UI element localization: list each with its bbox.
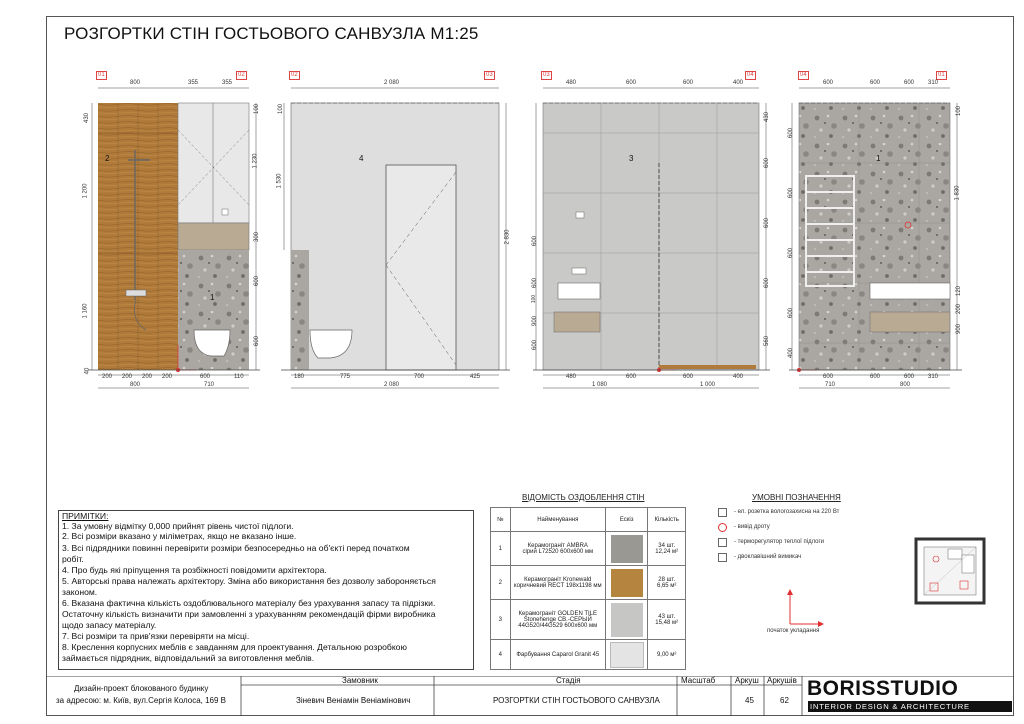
dim-label: 600 bbox=[200, 374, 211, 380]
note-line: 5. Авторські права належать архітектору. Зміна або використання без дозволу забороняється bbox=[62, 576, 436, 586]
quantity: 28 шт. 6,65 м² bbox=[648, 566, 686, 600]
dim-label: 600 bbox=[788, 247, 795, 259]
dim-label: 800 bbox=[130, 80, 141, 86]
column-header: Ескіз bbox=[605, 508, 647, 532]
dim-label: 560 bbox=[764, 335, 771, 347]
dim-label: 600 bbox=[683, 80, 694, 86]
client-name: Зіневич Веніамін Веніамінович bbox=[296, 696, 411, 705]
swatch-cell bbox=[605, 640, 647, 670]
dim-label: 480 bbox=[566, 80, 577, 86]
dim-label: 600 bbox=[788, 187, 795, 199]
dim-label: 100 bbox=[254, 103, 261, 115]
dim-label: 200 bbox=[122, 374, 133, 380]
finishes-table bbox=[490, 507, 686, 670]
column-header: № bbox=[491, 508, 511, 532]
dim-label: 900 bbox=[956, 323, 963, 335]
swatch-cell bbox=[605, 532, 647, 566]
thermostat-symbol bbox=[718, 538, 727, 547]
dim-label: 600 bbox=[823, 80, 834, 86]
dim-label: 110 bbox=[234, 374, 244, 380]
dim-label: 800 bbox=[900, 382, 911, 388]
dim-label: 425 bbox=[470, 374, 481, 380]
dim-label: 600 bbox=[254, 275, 261, 287]
note-line: 6. Вказана фактична кількість оздоблювального матеріалу без урахування запасу та підрізки. bbox=[62, 598, 436, 608]
note-line: 3. Всі підрядники повинні перевірити розміри безпосередньо на об'єкті перед початком bbox=[62, 543, 410, 553]
row-number: 2 bbox=[491, 566, 511, 600]
dim-label: 1 530 bbox=[276, 173, 283, 189]
dim-label: 775 bbox=[340, 374, 351, 380]
project-line: за адресою: м. Київ, вул.Сергія Колоса, 169 В bbox=[56, 696, 226, 705]
wall-tag: 01 bbox=[98, 72, 105, 78]
grey-tile-swatch bbox=[611, 603, 643, 637]
wall-tag: 04 bbox=[747, 72, 754, 78]
dim-label: 2 080 bbox=[384, 80, 400, 86]
dim-label: 1 830 bbox=[954, 185, 961, 201]
dim-label: 355 bbox=[188, 80, 199, 86]
row-number: 4 bbox=[491, 640, 511, 670]
dim-label: 100 bbox=[956, 105, 963, 117]
elevation-3 bbox=[533, 88, 770, 388]
finishes-heading: ВІДОМІСТЬ ОЗДОБЛЕННЯ СТІН bbox=[522, 493, 645, 502]
dim-label: 600 bbox=[904, 374, 915, 380]
dim-label: 710 bbox=[204, 382, 215, 388]
dim-label: 1 230 bbox=[252, 153, 259, 169]
elevation-2 bbox=[281, 88, 510, 388]
dim-label: 400 bbox=[733, 80, 744, 86]
wall-tag: 02 bbox=[238, 72, 245, 78]
legend-item: - двоклавішний вимикач bbox=[734, 554, 802, 560]
table-row bbox=[491, 640, 686, 670]
quantity: 34 шт. 12,24 м² bbox=[648, 532, 686, 566]
note-line: 4. Про будь які пріпущення та розбіжності повідомити архітектора. bbox=[62, 565, 327, 575]
sheet-number: 45 bbox=[745, 696, 754, 705]
dim-label: 600 bbox=[788, 307, 795, 319]
note-line: 8. Креслення корпусних меблів є завданням для проектування. Детальною розробкою bbox=[62, 642, 407, 652]
stage-value: РОЗГОРТКИ СТІН ГОСТЬОВОГО САНВУЗЛА bbox=[493, 696, 660, 705]
dim-label: 710 bbox=[825, 382, 836, 388]
wood-swatch bbox=[611, 569, 643, 597]
column-header: Кількість bbox=[648, 508, 686, 532]
quantity: 9,00 м² bbox=[648, 640, 686, 670]
dim-label: 200 bbox=[142, 374, 153, 380]
dim-label: 1 160 bbox=[82, 303, 89, 319]
dim-label: 600 bbox=[626, 374, 637, 380]
dim-label: 800 bbox=[130, 382, 141, 388]
sheet-header: Аркуш bbox=[735, 676, 759, 685]
paint-swatch bbox=[610, 642, 644, 668]
dim-label: 2 080 bbox=[384, 382, 400, 388]
note-line: 2. Всі розміри вказано у міліметрах, якщо не вказано інше. bbox=[62, 531, 297, 541]
mirror-cabinet bbox=[178, 103, 249, 223]
swatch-cell bbox=[605, 566, 647, 600]
dim-label: 355 bbox=[222, 80, 233, 86]
legend-item: - терморегулятор теплої підлоги bbox=[734, 539, 825, 545]
dim-label: 600 bbox=[788, 127, 795, 139]
elevation-4 bbox=[789, 88, 962, 388]
dim-label: 430 bbox=[764, 111, 771, 123]
elevation-1 bbox=[88, 88, 260, 388]
sheets-total: 62 bbox=[780, 696, 789, 705]
dim-label: 2 830 bbox=[504, 229, 511, 245]
dim-label: 310 bbox=[928, 80, 939, 86]
dim-label: 1 000 bbox=[700, 382, 716, 388]
studio-logo-sub: INTERIOR DESIGN & ARCHITECTURE bbox=[808, 701, 1012, 712]
dim-label: 480 bbox=[566, 374, 577, 380]
dim-label: 120 bbox=[956, 285, 963, 297]
note-line: законом. bbox=[62, 587, 98, 597]
dim-label: 400 bbox=[788, 347, 795, 359]
legend-item: - ел. розетка вологозахисна на 220 Вт bbox=[734, 509, 840, 515]
note-line: щодо запасу матеріалу. bbox=[62, 620, 157, 630]
dim-label: 900 bbox=[532, 315, 539, 327]
material-name: Керамограніт Kronewald коричневий RECT 198х1198 мм bbox=[510, 566, 605, 600]
table-header-row bbox=[491, 508, 686, 532]
wall-tag: 03 bbox=[543, 72, 550, 78]
stage-header: Стадія bbox=[556, 676, 581, 685]
project-line: Дизайн-проект блокованого будинку bbox=[74, 684, 209, 693]
dim-label: 1 200 bbox=[82, 183, 89, 199]
table-row bbox=[491, 532, 686, 566]
table-row bbox=[491, 600, 686, 640]
material-name: Фарбування Caparol Granit 45 bbox=[510, 640, 605, 670]
dim-label: 400 bbox=[733, 374, 744, 380]
door bbox=[386, 165, 456, 370]
dim-label: 100 bbox=[278, 103, 285, 115]
dim-label: 600 bbox=[823, 374, 834, 380]
row-number: 3 bbox=[491, 600, 511, 640]
dim-label: 1 080 bbox=[592, 382, 608, 388]
dim-label: 40 bbox=[84, 367, 91, 375]
note-line: 1. За умовну відмітку 0,000 прийнят рівень чистої підлоги. bbox=[62, 521, 294, 531]
dim-label: 430 bbox=[84, 112, 91, 124]
dim-label: 600 bbox=[764, 277, 771, 289]
sheet-title: РОЗГОРТКИ СТІН ГОСТЬОВОГО САНВУЗЛА М1:25 bbox=[64, 24, 479, 43]
finish-callout: 2 bbox=[105, 154, 110, 163]
vanity-unit bbox=[178, 223, 249, 250]
dim-label: 700 bbox=[414, 374, 425, 380]
vanity-unit-4 bbox=[870, 312, 950, 332]
scale-header: Масштаб bbox=[681, 676, 716, 685]
row-number: 1 bbox=[491, 532, 511, 566]
note-line: робіт. bbox=[62, 554, 84, 564]
column-header: Найменування bbox=[510, 508, 605, 532]
wall-tag: 03 bbox=[486, 72, 493, 78]
countertop-basin bbox=[870, 283, 950, 299]
material-name: Керамограніт GOLDEN TILE Stonehenge СВ.-СЕРЫЙ 44G520/44G529 600х600 мм bbox=[510, 600, 605, 640]
dim-label: 600 bbox=[870, 80, 881, 86]
legend-item: - вивід дроту bbox=[734, 524, 770, 530]
vanity-front bbox=[554, 312, 600, 332]
studio-logo: BORISSTUDIO bbox=[807, 677, 959, 700]
material-name: Керамограніт AMBRA сірий L72520 600х600 мм bbox=[510, 532, 605, 566]
legend-heading: УМОВНІ ПОЗНАЧЕННЯ bbox=[752, 493, 841, 502]
wall-tag: 02 bbox=[291, 72, 298, 78]
finish-callout: 3 bbox=[629, 154, 634, 163]
wall-tag: 01 bbox=[938, 72, 945, 78]
dim-label: 600 bbox=[683, 374, 694, 380]
stone-swatch bbox=[611, 535, 643, 563]
quantity: 43 шт. 15,48 м² bbox=[648, 600, 686, 640]
finish-callout: 1 bbox=[876, 154, 881, 163]
switch-symbol bbox=[718, 553, 727, 562]
dim-label: 100 bbox=[531, 294, 538, 304]
dim-label: 310 bbox=[928, 374, 939, 380]
dim-label: 300 bbox=[254, 231, 261, 243]
dim-label: 600 bbox=[532, 235, 539, 247]
note-line: займається підрядник, відповідальний за виготовлення меблів. bbox=[62, 653, 315, 663]
dim-label: 600 bbox=[764, 157, 771, 169]
wire-outlet-icon bbox=[718, 523, 727, 532]
key-plan bbox=[912, 535, 990, 607]
dim-label: 600 bbox=[764, 217, 771, 229]
dim-label: 200 bbox=[102, 374, 113, 380]
dim-label: 600 bbox=[254, 335, 261, 347]
client-header: Замовник bbox=[342, 676, 378, 685]
dim-label: 600 bbox=[626, 80, 637, 86]
dim-label: 600 bbox=[532, 339, 539, 351]
dim-label: 600 bbox=[870, 374, 881, 380]
socket-symbol bbox=[718, 508, 727, 517]
note-line: Остаточну кількість визначити при замовленні з урахуванням рекомендацій фірми виробника bbox=[62, 609, 436, 619]
swatch-cell bbox=[605, 600, 647, 640]
sheets-header: Аркушів bbox=[767, 676, 797, 685]
start-label: початок укладання bbox=[767, 628, 820, 634]
finish-callout: 4 bbox=[359, 154, 364, 163]
notes-heading: ПРИМІТКИ: bbox=[62, 511, 109, 521]
dim-label: 600 bbox=[904, 80, 915, 86]
wall-tag: 04 bbox=[800, 72, 807, 78]
finish-callout: 1 bbox=[210, 293, 215, 302]
washbasin bbox=[558, 283, 600, 299]
stone-strip bbox=[291, 250, 309, 370]
dim-label: 180 bbox=[294, 374, 305, 380]
dim-label: 600 bbox=[532, 277, 539, 289]
dim-label: 200 bbox=[956, 303, 963, 315]
note-line: 7. Всі розміри та прив'язки перевіряти на місці. bbox=[62, 631, 250, 641]
table-row bbox=[491, 566, 686, 600]
dim-label: 200 bbox=[162, 374, 173, 380]
